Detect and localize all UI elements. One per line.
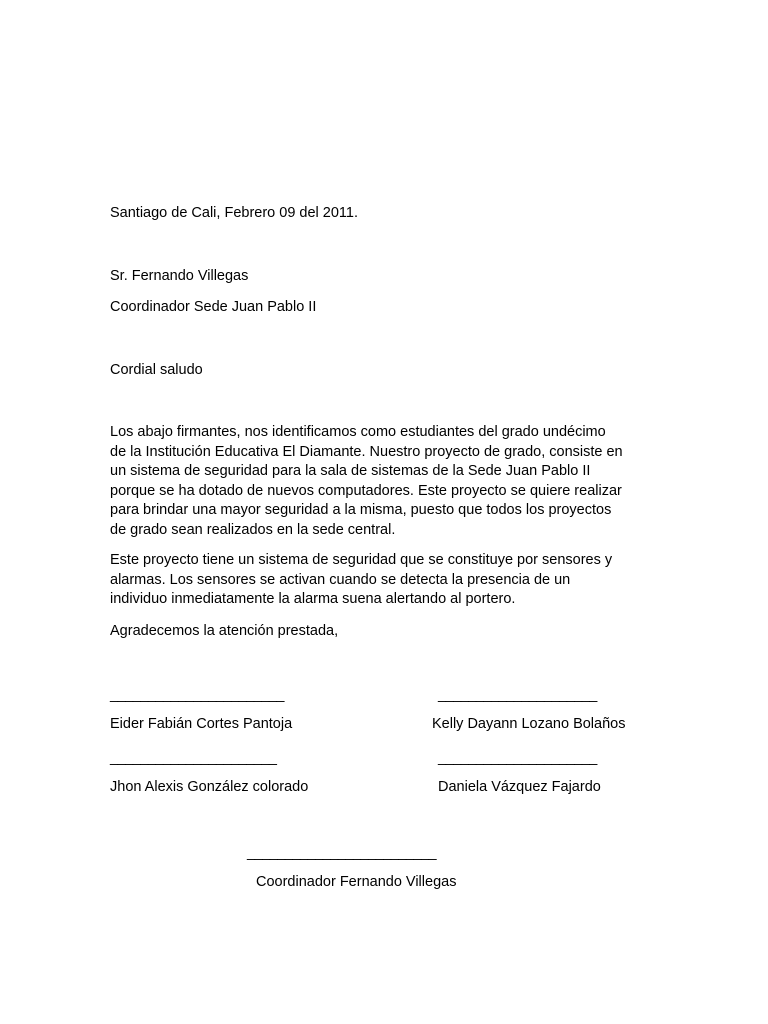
paragraph-line: de la Institución Educativa El Diamante. Nuestro proyecto de grado, consiste en	[110, 443, 623, 460]
paragraph-line: para brindar una mayor seguridad a la misma, puesto que todos los proyectos	[110, 502, 612, 518]
greeting: Cordial saludo	[110, 362, 203, 378]
paragraph-line: alarmas. Los sensores se activan cuando se detecta la presencia de un	[110, 571, 571, 588]
body-paragraph-2	[110, 551, 670, 610]
signer-name: Eider Fabián Cortes Pantoja	[110, 716, 293, 732]
signature-line: _____________________	[438, 687, 597, 703]
date-line: Santiago de Cali, Febrero 09 del 2011.	[110, 205, 359, 221]
signature-line: _______________________	[110, 687, 284, 703]
signature-line: _____________________	[438, 750, 597, 766]
closing-line: Agradecemos la atención prestada,	[110, 623, 339, 639]
recipient-title: Coordinador Sede Juan Pablo II	[110, 299, 317, 315]
coordinator-signer: Coordinador Fernando Villegas	[256, 874, 457, 890]
signature-line: _________________________	[247, 845, 437, 861]
recipient-name: Sr. Fernando Villegas	[110, 268, 249, 284]
signer-name: Jhon Alexis González colorado	[110, 779, 309, 795]
paragraph-line: individuo inmediatamente la alarma suena alertando al portero.	[110, 591, 516, 607]
paragraph-line: Los abajo firmantes, nos identificamos como estudiantes del grado undécimo	[110, 424, 606, 440]
signature-line: ______________________	[110, 750, 277, 766]
signer-name: Daniela Vázquez Fajardo	[438, 779, 601, 795]
signer-name: Kelly Dayann Lozano Bolaños	[432, 716, 626, 732]
body-paragraph-1	[110, 423, 670, 540]
paragraph-line: porque se ha dotado de nuevos computadores. Este proyecto se quiere realizar	[110, 482, 622, 499]
paragraph-line: Este proyecto tiene un sistema de seguridad que se constituye por sensores y	[110, 552, 613, 568]
paragraph-line: un sistema de seguridad para la sala de sistemas de la Sede Juan Pablo II	[110, 463, 591, 479]
paragraph-line: de grado sean realizados en la sede central.	[110, 521, 396, 538]
